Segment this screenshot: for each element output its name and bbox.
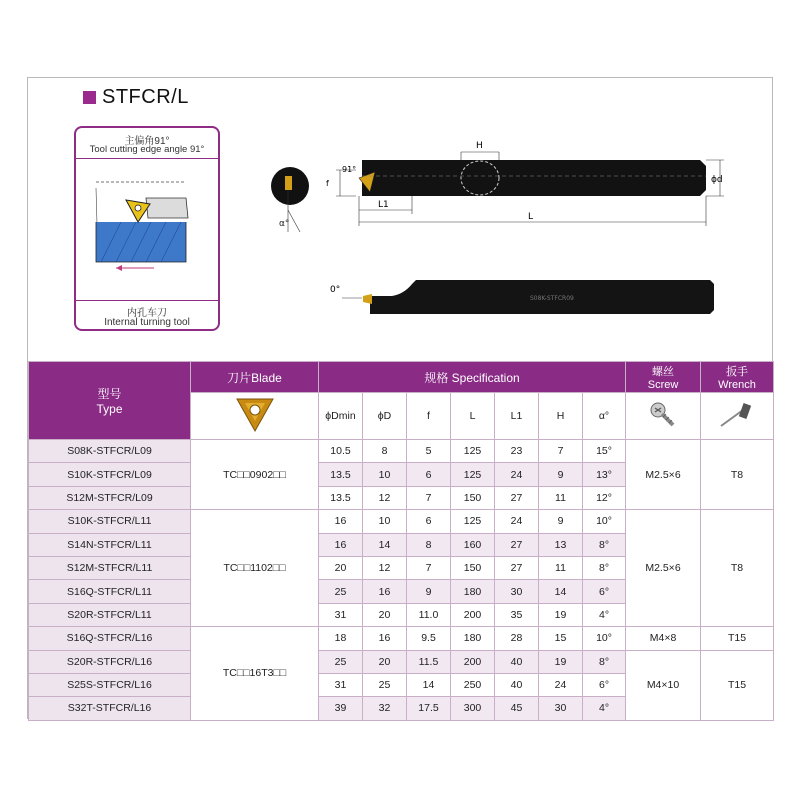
spec-value-cell: 125 [451, 440, 495, 463]
spec-value-cell: 40 [495, 650, 539, 673]
type-cell: S25S-STFCR/L16 [29, 673, 191, 696]
spec-value-cell: 11.5 [407, 650, 451, 673]
spec-value-cell: 18 [319, 627, 363, 650]
spec-value-cell: 10 [363, 463, 407, 486]
spec-value-cell: 11.0 [407, 603, 451, 626]
wrench-image-cell [701, 393, 774, 440]
spec-value-cell: 8° [583, 533, 626, 556]
type-header-cn: 型号 [97, 387, 122, 401]
angle-title-cn: 主偏角91° [124, 136, 170, 147]
alpha-label: α° [279, 219, 290, 229]
type-cell: S10K-STFCR/L11 [29, 510, 191, 533]
spec-value-cell: 6 [407, 510, 451, 533]
type-header-en: Type [96, 402, 123, 416]
spec-value-cell: 40 [495, 673, 539, 696]
wrench-cell: T8 [701, 440, 774, 510]
spec-value-cell: 45 [495, 697, 539, 720]
spec-value-cell: 12° [583, 486, 626, 509]
col-f: f [407, 393, 451, 440]
table-row [29, 510, 774, 533]
spec-value-cell: 4° [583, 603, 626, 626]
table-row [29, 440, 774, 463]
spec-value-cell: 39 [319, 697, 363, 720]
screw-header-cn: 螺丝 [652, 366, 675, 378]
screw-header-en: Screw [647, 379, 679, 391]
wrench-header-en: Wrench [718, 379, 756, 391]
type-cell: S08K-STFCR/L09 [29, 440, 191, 463]
tool-type-cn: 内孔车刀 [127, 308, 167, 319]
table-row [29, 650, 774, 673]
wrench-cell: T15 [701, 627, 774, 650]
spec-value-cell: 12 [363, 486, 407, 509]
spec-value-cell: 31 [319, 673, 363, 696]
angle-91-label: 91° [342, 165, 357, 174]
spec-value-cell: 4° [583, 697, 626, 720]
spec-value-cell: 25 [363, 673, 407, 696]
spec-value-cell: 10.5 [319, 440, 363, 463]
spec-value-cell: 19 [539, 603, 583, 626]
spec-value-cell: 300 [451, 697, 495, 720]
spec-value-cell: 24 [495, 510, 539, 533]
tool-technical-drawing [0, 0, 800, 360]
blade-cell: TC□□0902□□ [191, 440, 319, 510]
screw-cell: M4×10 [626, 650, 701, 720]
spec-value-cell: 10° [583, 627, 626, 650]
screw-cell: M4×8 [626, 627, 701, 650]
spec-value-cell: 16 [363, 580, 407, 603]
spec-value-cell: 8 [407, 533, 451, 556]
specification-table [28, 361, 774, 721]
spec-value-cell: 11 [539, 486, 583, 509]
spec-value-cell: 150 [451, 556, 495, 579]
bar-end-view [271, 167, 309, 232]
spec-value-cell: 14 [363, 533, 407, 556]
spec-value-cell: 13° [583, 463, 626, 486]
spec-value-cell: 8° [583, 650, 626, 673]
spec-value-cell: 24 [539, 673, 583, 696]
spec-value-cell: 19 [539, 650, 583, 673]
spec-value-cell: 160 [451, 533, 495, 556]
spec-value-cell: 8° [583, 556, 626, 579]
spec-value-cell: 13.5 [319, 486, 363, 509]
spec-value-cell: 25 [319, 580, 363, 603]
col-h: H [539, 393, 583, 440]
table-row [29, 627, 774, 650]
screw-header [626, 362, 701, 393]
spec-value-cell: 125 [451, 510, 495, 533]
spec-value-cell: 35 [495, 603, 539, 626]
spec-value-cell: 11 [539, 556, 583, 579]
spec-value-cell: 6 [407, 463, 451, 486]
spec-value-cell: 9 [539, 510, 583, 533]
spec-value-cell: 10 [363, 510, 407, 533]
screw-cell: M2.5×6 [626, 510, 701, 627]
blade-image-cell [191, 393, 319, 440]
spec-value-cell: 24 [495, 463, 539, 486]
spec-value-cell: 20 [363, 650, 407, 673]
spec-value-cell: 150 [451, 486, 495, 509]
spec-value-cell: 13 [539, 533, 583, 556]
wrench-header-cn: 扳手 [726, 366, 749, 378]
blade-cell: TC□□16T3□□ [191, 627, 319, 721]
spec-value-cell: 8 [363, 440, 407, 463]
h-label: H [476, 141, 483, 151]
type-cell: S16Q-STFCR/L16 [29, 627, 191, 650]
spec-value-cell: 14 [407, 673, 451, 696]
spec-value-cell: 7 [407, 556, 451, 579]
spec-value-cell: 23 [495, 440, 539, 463]
spec-value-cell: 200 [451, 650, 495, 673]
type-cell: S12M-STFCR/L09 [29, 486, 191, 509]
spec-value-cell: 15 [539, 627, 583, 650]
spec-value-cell: 9 [407, 580, 451, 603]
spec-value-cell: 32 [363, 697, 407, 720]
spec-value-cell: 9 [539, 463, 583, 486]
spec-header: 规格 Specification [319, 362, 626, 393]
spec-value-cell: 16 [363, 627, 407, 650]
spec-value-cell: 28 [495, 627, 539, 650]
triangular-insert-icon [233, 395, 277, 435]
spec-value-cell: 17.5 [407, 697, 451, 720]
spec-value-cell: 12 [363, 556, 407, 579]
spec-value-cell: 6° [583, 673, 626, 696]
blade-header: 刀片Blade [191, 362, 319, 393]
type-header [29, 362, 191, 440]
spec-value-cell: 30 [495, 580, 539, 603]
spec-value-cell: 15° [583, 440, 626, 463]
bar-top-view [326, 141, 724, 226]
spec-value-cell: 13.5 [319, 463, 363, 486]
l-label: L [528, 212, 534, 222]
spec-value-cell: 180 [451, 627, 495, 650]
spec-value-cell: 16 [319, 510, 363, 533]
screw-cell: M2.5×6 [626, 440, 701, 510]
torx-wrench-icon [717, 400, 757, 430]
type-cell: S20R-STFCR/L16 [29, 650, 191, 673]
col-dmin: ϕDmin [319, 393, 363, 440]
spec-value-cell: 7 [539, 440, 583, 463]
spec-value-cell: 20 [363, 603, 407, 626]
f-label: f [326, 179, 329, 188]
col-l: L [451, 393, 495, 440]
type-cell: S16Q-STFCR/L11 [29, 580, 191, 603]
spec-value-cell: 27 [495, 486, 539, 509]
bar-marking: S08K-STFCR09 [530, 295, 574, 302]
type-cell: S14N-STFCR/L11 [29, 533, 191, 556]
type-cell: S10K-STFCR/L09 [29, 463, 191, 486]
spec-value-cell: 125 [451, 463, 495, 486]
spec-value-cell: 5 [407, 440, 451, 463]
spec-value-cell: 30 [539, 697, 583, 720]
screw-image-cell [626, 393, 701, 440]
spec-value-cell: 14 [539, 580, 583, 603]
spec-value-cell: 9.5 [407, 627, 451, 650]
type-cell: S12M-STFCR/L11 [29, 556, 191, 579]
spec-table-body [29, 440, 774, 721]
spec-value-cell: 180 [451, 580, 495, 603]
spec-value-cell: 200 [451, 603, 495, 626]
bar-side-view [330, 280, 714, 314]
spec-value-cell: 16 [319, 533, 363, 556]
angle-title-en: Tool cutting edge angle 91° [89, 144, 205, 155]
spec-value-cell: 250 [451, 673, 495, 696]
wrench-cell: T8 [701, 510, 774, 627]
col-alpha: α° [583, 393, 626, 440]
tool-type-en: Internal turning tool [104, 317, 190, 328]
spec-value-cell: 25 [319, 650, 363, 673]
spec-value-cell: 31 [319, 603, 363, 626]
blade-cell: TC□□1102□□ [191, 510, 319, 627]
spec-value-cell: 27 [495, 556, 539, 579]
type-cell: S32T-STFCR/L16 [29, 697, 191, 720]
spec-value-cell: 10° [583, 510, 626, 533]
spec-value-cell: 7 [407, 486, 451, 509]
wrench-header [701, 362, 774, 393]
product-title-text: STFCR/L [102, 86, 189, 108]
spec-value-cell: 6° [583, 580, 626, 603]
l1-label: L1 [378, 200, 389, 210]
type-cell: S20R-STFCR/L11 [29, 603, 191, 626]
spec-value-cell: 20 [319, 556, 363, 579]
spec-value-cell: 27 [495, 533, 539, 556]
zero-angle-label: 0° [330, 285, 341, 295]
col-l1: L1 [495, 393, 539, 440]
wrench-cell: T15 [701, 650, 774, 720]
col-d: ϕD [363, 393, 407, 440]
phi-d-label: ϕd [711, 175, 723, 185]
screw-icon [648, 400, 678, 430]
